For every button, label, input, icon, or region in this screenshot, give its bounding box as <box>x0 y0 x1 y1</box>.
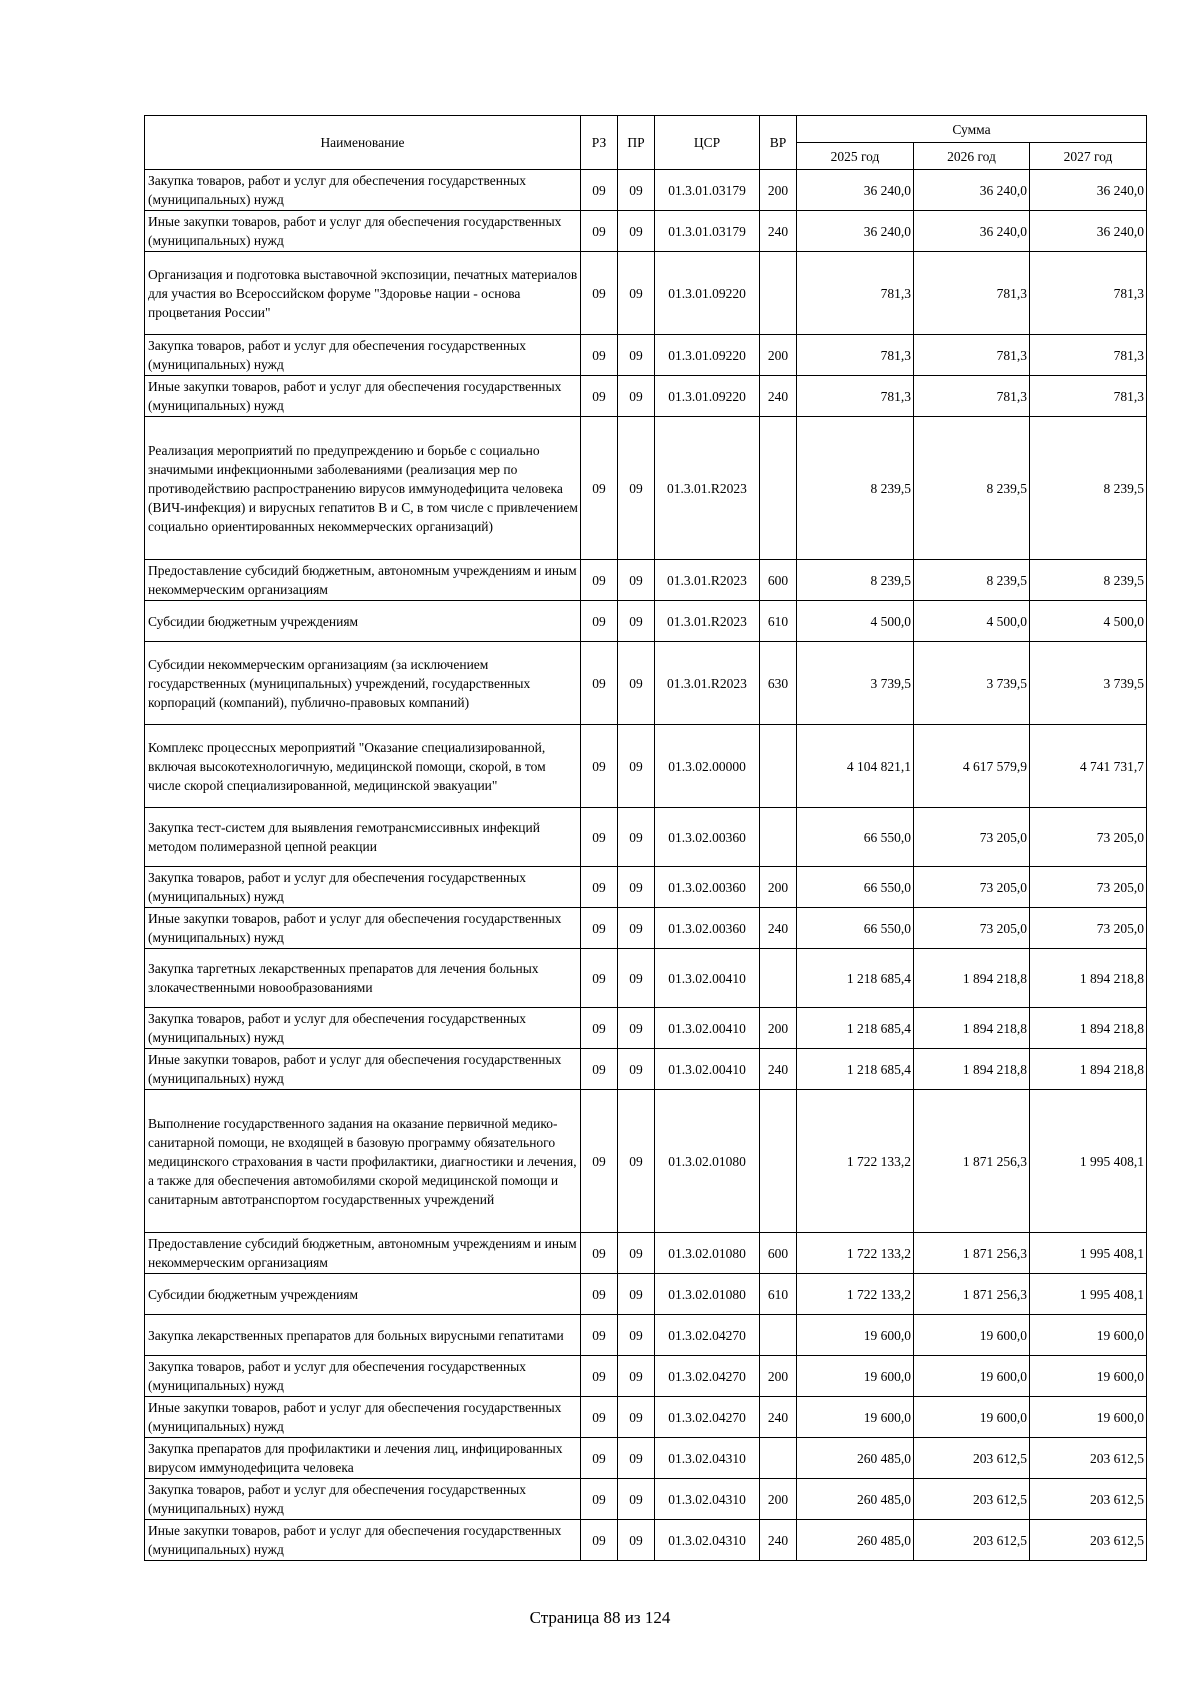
row-name: Иные закупки товаров, работ и услуг для обеспечения государственных (муниципальных) нужд <box>145 1397 581 1438</box>
row-name: Субсидии некоммерческим организациям (за исключением государственных (муниципальных) учреждений, государственных корпораций (компаний), публично-правовых компаний) <box>145 642 581 725</box>
table-row <box>145 211 1147 252</box>
row-sum-2026: 36 240,0 <box>914 170 1030 211</box>
row-rz: 09 <box>581 252 618 335</box>
row-sum-2026: 19 600,0 <box>914 1356 1030 1397</box>
row-pr: 09 <box>618 1520 655 1561</box>
row-sum-2025: 66 550,0 <box>797 867 914 908</box>
table-row <box>145 1315 1147 1356</box>
row-sum-2027: 73 205,0 <box>1030 908 1147 949</box>
row-vr: 240 <box>760 376 797 417</box>
row-name: Иные закупки товаров, работ и услуг для обеспечения государственных (муниципальных) нужд <box>145 1049 581 1090</box>
row-csr: 01.3.02.04310 <box>655 1520 760 1561</box>
row-vr <box>760 725 797 808</box>
row-sum-2027: 781,3 <box>1030 376 1147 417</box>
row-name: Субсидии бюджетным учреждениям <box>145 601 581 642</box>
row-name: Предоставление субсидий бюджетным, автономным учреждениям и иным некоммерческим организациям <box>145 560 581 601</box>
row-sum-2025: 66 550,0 <box>797 908 914 949</box>
row-vr <box>760 808 797 867</box>
row-sum-2025: 19 600,0 <box>797 1315 914 1356</box>
row-sum-2025: 3 739,5 <box>797 642 914 725</box>
row-sum-2027: 8 239,5 <box>1030 417 1147 560</box>
table-row <box>145 1479 1147 1520</box>
row-pr: 09 <box>618 1049 655 1090</box>
table-row <box>145 252 1147 335</box>
row-rz: 09 <box>581 1438 618 1479</box>
table-row <box>145 1274 1147 1315</box>
table-row <box>145 908 1147 949</box>
row-csr: 01.3.02.04270 <box>655 1397 760 1438</box>
row-vr: 240 <box>760 211 797 252</box>
row-pr: 09 <box>618 211 655 252</box>
row-name: Иные закупки товаров, работ и услуг для обеспечения государственных (муниципальных) нужд <box>145 1520 581 1561</box>
row-rz: 09 <box>581 725 618 808</box>
row-sum-2026: 1 871 256,3 <box>914 1090 1030 1233</box>
row-sum-2026: 781,3 <box>914 376 1030 417</box>
table-row <box>145 867 1147 908</box>
row-sum-2027: 3 739,5 <box>1030 642 1147 725</box>
row-pr: 09 <box>618 1090 655 1233</box>
row-pr: 09 <box>618 1315 655 1356</box>
row-csr: 01.3.01.09220 <box>655 252 760 335</box>
row-sum-2025: 1 218 685,4 <box>797 1049 914 1090</box>
row-name: Закупка препаратов для профилактики и лечения лиц, инфицированных вирусом иммунодефицита человека <box>145 1438 581 1479</box>
table-row <box>145 725 1147 808</box>
row-sum-2026: 4 617 579,9 <box>914 725 1030 808</box>
row-pr: 09 <box>618 867 655 908</box>
row-rz: 09 <box>581 867 618 908</box>
row-sum-2025: 1 722 133,2 <box>797 1090 914 1233</box>
row-pr: 09 <box>618 376 655 417</box>
row-pr: 09 <box>618 1008 655 1049</box>
row-csr: 01.3.02.01080 <box>655 1274 760 1315</box>
row-sum-2026: 8 239,5 <box>914 560 1030 601</box>
row-csr: 01.3.02.01080 <box>655 1233 760 1274</box>
row-sum-2027: 203 612,5 <box>1030 1520 1147 1561</box>
row-sum-2026: 203 612,5 <box>914 1479 1030 1520</box>
row-csr: 01.3.01.R2023 <box>655 560 760 601</box>
row-sum-2026: 73 205,0 <box>914 808 1030 867</box>
row-csr: 01.3.01.09220 <box>655 335 760 376</box>
row-sum-2025: 8 239,5 <box>797 417 914 560</box>
header-vr: ВР <box>760 116 797 170</box>
row-sum-2027: 36 240,0 <box>1030 211 1147 252</box>
row-sum-2025: 260 485,0 <box>797 1479 914 1520</box>
table-row <box>145 808 1147 867</box>
row-rz: 09 <box>581 1274 618 1315</box>
row-name: Комплекс процессных мероприятий "Оказание специализированной, включая высокотехнологичную, медицинской помощи, скорой, в том числе скорой специализированной, медицинской эвакуации" <box>145 725 581 808</box>
row-csr: 01.3.02.00410 <box>655 949 760 1008</box>
row-vr <box>760 949 797 1008</box>
row-name: Закупка товаров, работ и услуг для обеспечения государственных (муниципальных) нужд <box>145 1356 581 1397</box>
row-vr: 600 <box>760 1233 797 1274</box>
row-pr: 09 <box>618 908 655 949</box>
row-rz: 09 <box>581 1520 618 1561</box>
row-vr: 610 <box>760 601 797 642</box>
row-sum-2025: 8 239,5 <box>797 560 914 601</box>
row-sum-2025: 36 240,0 <box>797 170 914 211</box>
row-pr: 09 <box>618 1438 655 1479</box>
row-sum-2027: 8 239,5 <box>1030 560 1147 601</box>
row-sum-2026: 1 894 218,8 <box>914 1008 1030 1049</box>
row-csr: 01.3.01.09220 <box>655 376 760 417</box>
row-vr <box>760 417 797 560</box>
row-csr: 01.3.01.R2023 <box>655 417 760 560</box>
row-rz: 09 <box>581 1008 618 1049</box>
row-csr: 01.3.02.00360 <box>655 808 760 867</box>
row-sum-2027: 203 612,5 <box>1030 1438 1147 1479</box>
row-vr: 200 <box>760 867 797 908</box>
row-rz: 09 <box>581 1479 618 1520</box>
row-sum-2026: 19 600,0 <box>914 1397 1030 1438</box>
row-sum-2027: 36 240,0 <box>1030 170 1147 211</box>
row-vr: 630 <box>760 642 797 725</box>
row-rz: 09 <box>581 335 618 376</box>
table-row <box>145 1008 1147 1049</box>
row-pr: 09 <box>618 808 655 867</box>
table-row <box>145 376 1147 417</box>
table-row <box>145 1520 1147 1561</box>
row-vr: 200 <box>760 170 797 211</box>
row-sum-2026: 1 894 218,8 <box>914 1049 1030 1090</box>
row-sum-2025: 19 600,0 <box>797 1356 914 1397</box>
row-sum-2026: 73 205,0 <box>914 867 1030 908</box>
header-year-2025: 2025 год <box>797 143 914 170</box>
row-rz: 09 <box>581 908 618 949</box>
row-sum-2026: 3 739,5 <box>914 642 1030 725</box>
table-row <box>145 642 1147 725</box>
row-name: Субсидии бюджетным учреждениям <box>145 1274 581 1315</box>
row-pr: 09 <box>618 252 655 335</box>
row-sum-2027: 1 894 218,8 <box>1030 1008 1147 1049</box>
row-vr: 240 <box>760 908 797 949</box>
row-sum-2026: 19 600,0 <box>914 1315 1030 1356</box>
row-vr: 200 <box>760 1008 797 1049</box>
row-sum-2026: 1 894 218,8 <box>914 949 1030 1008</box>
header-csr: ЦСР <box>655 116 760 170</box>
row-csr: 01.3.02.04310 <box>655 1438 760 1479</box>
row-name: Выполнение государственного задания на оказание первичной медико-санитарной помощи, не входящей в базовую программу обязательного медицинского страхования в части профилактики, диагностики и лечения, а также для обеспечения автомобилями скорой медицинской помощи и санитарным автотранспортом государственных учреждений <box>145 1090 581 1233</box>
row-csr: 01.3.02.04310 <box>655 1479 760 1520</box>
row-vr: 240 <box>760 1397 797 1438</box>
row-name: Закупка товаров, работ и услуг для обеспечения государственных (муниципальных) нужд <box>145 867 581 908</box>
budget-table <box>144 115 1147 1561</box>
row-sum-2025: 4 104 821,1 <box>797 725 914 808</box>
row-rz: 09 <box>581 417 618 560</box>
header-sum: Сумма <box>797 116 1147 143</box>
row-name: Иные закупки товаров, работ и услуг для обеспечения государственных (муниципальных) нужд <box>145 211 581 252</box>
row-sum-2026: 203 612,5 <box>914 1438 1030 1479</box>
row-sum-2027: 781,3 <box>1030 335 1147 376</box>
row-csr: 01.3.01.R2023 <box>655 601 760 642</box>
row-name: Организация и подготовка выставочной экспозиции, печатных материалов для участия во Всероссийском форуме "Здоровье нации - основа процветания России" <box>145 252 581 335</box>
table-row <box>145 170 1147 211</box>
row-csr: 01.3.02.00000 <box>655 725 760 808</box>
header-year-2026: 2026 год <box>914 143 1030 170</box>
table-row <box>145 1049 1147 1090</box>
header-name: Наименование <box>145 116 581 170</box>
row-csr: 01.3.01.03179 <box>655 170 760 211</box>
row-pr: 09 <box>618 1233 655 1274</box>
row-name: Реализация мероприятий по предупреждению и борьбе с социально значимыми инфекционными заболеваниями (реализация мер по противодействию распространению вирусов иммунодефицита человека (ВИЧ-инфекция) и вирусных гепатитов В и С, в том числе с привлечением социально ориентированных некоммерческих организаций) <box>145 417 581 560</box>
row-sum-2026: 781,3 <box>914 335 1030 376</box>
row-pr: 09 <box>618 725 655 808</box>
table-row <box>145 949 1147 1008</box>
row-pr: 09 <box>618 335 655 376</box>
row-sum-2027: 19 600,0 <box>1030 1356 1147 1397</box>
row-rz: 09 <box>581 560 618 601</box>
row-csr: 01.3.01.03179 <box>655 211 760 252</box>
row-pr: 09 <box>618 949 655 1008</box>
row-csr: 01.3.01.R2023 <box>655 642 760 725</box>
row-pr: 09 <box>618 1397 655 1438</box>
row-sum-2026: 4 500,0 <box>914 601 1030 642</box>
row-sum-2025: 781,3 <box>797 335 914 376</box>
row-pr: 09 <box>618 417 655 560</box>
row-sum-2027: 781,3 <box>1030 252 1147 335</box>
row-vr: 200 <box>760 1356 797 1397</box>
table-row <box>145 601 1147 642</box>
row-sum-2025: 36 240,0 <box>797 211 914 252</box>
row-sum-2027: 4 500,0 <box>1030 601 1147 642</box>
row-name: Закупка таргетных лекарственных препаратов для лечения больных злокачественными новообразованиями <box>145 949 581 1008</box>
row-rz: 09 <box>581 808 618 867</box>
row-sum-2027: 19 600,0 <box>1030 1315 1147 1356</box>
row-sum-2027: 73 205,0 <box>1030 867 1147 908</box>
row-sum-2026: 781,3 <box>914 252 1030 335</box>
row-sum-2025: 1 722 133,2 <box>797 1274 914 1315</box>
row-sum-2026: 36 240,0 <box>914 211 1030 252</box>
row-sum-2027: 1 995 408,1 <box>1030 1274 1147 1315</box>
table-row <box>145 1397 1147 1438</box>
row-sum-2025: 260 485,0 <box>797 1438 914 1479</box>
row-vr: 240 <box>760 1049 797 1090</box>
table-header <box>145 116 1147 170</box>
row-rz: 09 <box>581 1049 618 1090</box>
row-csr: 01.3.02.00410 <box>655 1049 760 1090</box>
row-sum-2026: 8 239,5 <box>914 417 1030 560</box>
row-csr: 01.3.02.00360 <box>655 867 760 908</box>
table-row <box>145 560 1147 601</box>
row-sum-2026: 1 871 256,3 <box>914 1274 1030 1315</box>
row-vr <box>760 1090 797 1233</box>
row-rz: 09 <box>581 376 618 417</box>
row-sum-2025: 781,3 <box>797 376 914 417</box>
row-pr: 09 <box>618 170 655 211</box>
header-rz: РЗ <box>581 116 618 170</box>
row-sum-2027: 4 741 731,7 <box>1030 725 1147 808</box>
row-name: Закупка товаров, работ и услуг для обеспечения государственных (муниципальных) нужд <box>145 1008 581 1049</box>
row-sum-2027: 1 894 218,8 <box>1030 1049 1147 1090</box>
row-sum-2027: 203 612,5 <box>1030 1479 1147 1520</box>
row-name: Иные закупки товаров, работ и услуг для обеспечения государственных (муниципальных) нужд <box>145 908 581 949</box>
table-row <box>145 1233 1147 1274</box>
row-rz: 09 <box>581 1315 618 1356</box>
table-row <box>145 1356 1147 1397</box>
row-sum-2027: 1 894 218,8 <box>1030 949 1147 1008</box>
row-rz: 09 <box>581 211 618 252</box>
row-vr: 600 <box>760 560 797 601</box>
row-vr <box>760 1438 797 1479</box>
row-vr: 240 <box>760 1520 797 1561</box>
row-vr <box>760 1315 797 1356</box>
header-year-2027: 2027 год <box>1030 143 1147 170</box>
row-rz: 09 <box>581 642 618 725</box>
row-sum-2027: 19 600,0 <box>1030 1397 1147 1438</box>
row-name: Закупка товаров, работ и услуг для обеспечения государственных (муниципальных) нужд <box>145 335 581 376</box>
row-name: Закупка товаров, работ и услуг для обеспечения государственных (муниципальных) нужд <box>145 170 581 211</box>
row-vr: 200 <box>760 335 797 376</box>
row-sum-2025: 1 218 685,4 <box>797 1008 914 1049</box>
row-csr: 01.3.02.00360 <box>655 908 760 949</box>
row-pr: 09 <box>618 1479 655 1520</box>
row-sum-2025: 781,3 <box>797 252 914 335</box>
row-pr: 09 <box>618 642 655 725</box>
header-pr: ПР <box>618 116 655 170</box>
table-body <box>145 170 1147 1561</box>
row-rz: 09 <box>581 601 618 642</box>
page-number: Страница 88 из 124 <box>529 1608 671 1627</box>
row-rz: 09 <box>581 1090 618 1233</box>
table-row <box>145 1090 1147 1233</box>
row-rz: 09 <box>581 1233 618 1274</box>
row-sum-2025: 4 500,0 <box>797 601 914 642</box>
row-name: Закупка товаров, работ и услуг для обеспечения государственных (муниципальных) нужд <box>145 1479 581 1520</box>
row-name: Закупка лекарственных препаратов для больных вирусными гепатитами <box>145 1315 581 1356</box>
row-rz: 09 <box>581 1397 618 1438</box>
row-vr <box>760 252 797 335</box>
row-rz: 09 <box>581 1356 618 1397</box>
table-row <box>145 335 1147 376</box>
row-vr: 200 <box>760 1479 797 1520</box>
row-sum-2027: 1 995 408,1 <box>1030 1090 1147 1233</box>
row-name: Закупка тест-систем для выявления гемотрансмиссивных инфекций методом полимеразной цепной реакции <box>145 808 581 867</box>
row-csr: 01.3.02.00410 <box>655 1008 760 1049</box>
table-row <box>145 417 1147 560</box>
row-vr: 610 <box>760 1274 797 1315</box>
row-sum-2025: 19 600,0 <box>797 1397 914 1438</box>
row-name: Предоставление субсидий бюджетным, автономным учреждениям и иным некоммерческим организациям <box>145 1233 581 1274</box>
row-sum-2026: 203 612,5 <box>914 1520 1030 1561</box>
row-sum-2026: 73 205,0 <box>914 908 1030 949</box>
row-rz: 09 <box>581 170 618 211</box>
row-name: Иные закупки товаров, работ и услуг для обеспечения государственных (муниципальных) нужд <box>145 376 581 417</box>
row-pr: 09 <box>618 1274 655 1315</box>
row-sum-2025: 66 550,0 <box>797 808 914 867</box>
row-csr: 01.3.02.01080 <box>655 1090 760 1233</box>
row-sum-2025: 1 722 133,2 <box>797 1233 914 1274</box>
row-sum-2027: 73 205,0 <box>1030 808 1147 867</box>
row-sum-2027: 1 995 408,1 <box>1030 1233 1147 1274</box>
row-pr: 09 <box>618 1356 655 1397</box>
row-pr: 09 <box>618 560 655 601</box>
table-row <box>145 1438 1147 1479</box>
row-pr: 09 <box>618 601 655 642</box>
row-sum-2026: 1 871 256,3 <box>914 1233 1030 1274</box>
row-rz: 09 <box>581 949 618 1008</box>
row-sum-2025: 260 485,0 <box>797 1520 914 1561</box>
row-csr: 01.3.02.04270 <box>655 1315 760 1356</box>
row-csr: 01.3.02.04270 <box>655 1356 760 1397</box>
row-sum-2025: 1 218 685,4 <box>797 949 914 1008</box>
